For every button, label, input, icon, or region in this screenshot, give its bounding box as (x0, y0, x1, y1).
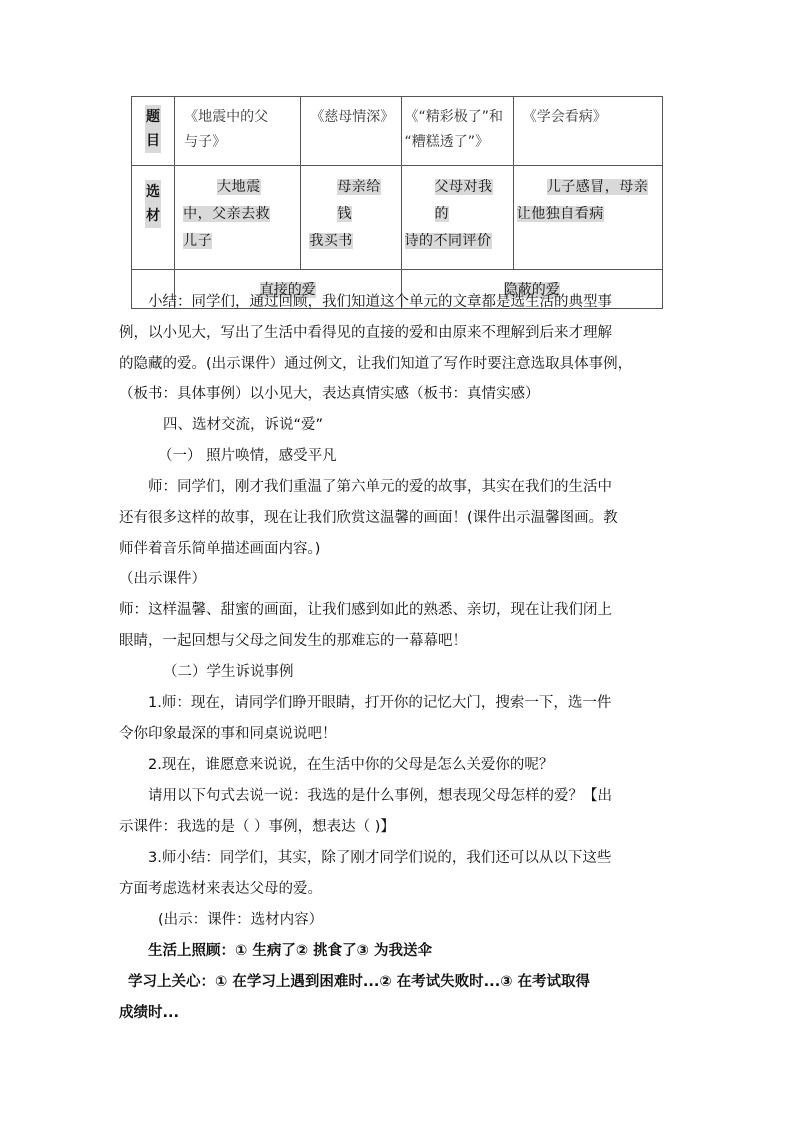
material-cell-4 (513, 166, 662, 270)
paragraph-line: 师伴着音乐简单描述画面内容。) (119, 541, 321, 557)
direct-love-label: 直接的爱 (259, 282, 316, 298)
material-line: 儿子 (183, 233, 213, 249)
material-cell-1 (175, 166, 301, 270)
title-header-cell (132, 97, 175, 166)
paragraph-line: 师：这样温馨、甜蜜的画面，让我们感到如此的熟悉、亲切，现在让我们闭上 (119, 602, 612, 618)
material-header-char-1: 选 (145, 180, 161, 204)
subsection-heading-2: （二）学生诉说事例 (163, 664, 294, 680)
paragraph-line: 师：同学们，刚才我们重温了第六单元的爱的故事，其实在我们的生活中 (148, 479, 612, 495)
subsection-heading-1: （一） 照片唤情，感受平凡 (158, 448, 337, 464)
title-cell-3 (401, 97, 513, 166)
paragraph-line: 还有很多这样的故事，现在让我们欣赏这温馨的画面！(课件出示温馨图画。教 (119, 510, 618, 526)
material-line: 我买书 (309, 233, 353, 249)
paragraph-line: 眼睛，一起回想与父母之间发生的那难忘的一幕幕吧！ (119, 633, 467, 649)
summary-line-1: 小结：同学们，通过回顾，我们知道这个单元的文章都是选生活的典型事 (148, 294, 612, 310)
material-header-char-2: 材 (145, 204, 161, 228)
title-line: 《“精彩极了”和 (404, 109, 504, 125)
title-cell-1 (175, 97, 301, 166)
material-cell-2 (301, 166, 401, 270)
summary-line-3: 的隐藏的爱。(出示课件）通过例文，让我们知道了写作时要注意选取具体事例， (119, 356, 633, 372)
paragraph-line: 请用以下句式去说一说：我选的是什么事例，想表现父母怎样的爱？【出 (148, 788, 612, 804)
material-line: 让他独自看病 (516, 206, 604, 222)
summary-line-4: （板书：具体事例）以小见大，表达真情实感（板书：真情实感） (119, 386, 540, 402)
paragraph-line: 1.师：现在，请同学们睁开眼睛，打开你的记忆大门，搜索一下，选一件 (148, 695, 612, 711)
bold-line-life-care: 生活上照顾：① 生病了② 挑食了③ 为我送伞 (148, 943, 432, 959)
title-cell-4 (513, 97, 662, 166)
lesson-table (131, 96, 663, 309)
material-line: 父母对我的 (434, 179, 493, 222)
material-header-cell (132, 166, 175, 270)
paragraph-line: （出示课件） (119, 571, 206, 587)
paragraph-line: 2.现在，谁愿意来说说，在生活中你的父母是怎么关爱你的呢？ (148, 757, 554, 773)
bold-line-study-care: 学习上关心：① 在学习上遇到困难时...② 在考试失败时...③ 在考试取得 (128, 974, 591, 990)
section-heading-4: 四、选材交流，诉说“爱” (163, 417, 324, 433)
title-line: “糟糕透了”》 (404, 134, 490, 150)
material-line: 大地震 (217, 179, 261, 195)
material-line: 诗的不同评价 (404, 233, 492, 249)
paragraph-line: 示课件：我选的是（ ）事例，想表达（ )】 (119, 819, 395, 835)
material-line: 中，父亲去救 (183, 206, 271, 222)
title-line: 《慈母情深》 (310, 109, 395, 125)
material-line: 母亲给钱 (337, 179, 381, 222)
material-cell-3 (401, 166, 513, 270)
summary-line-2: 例，以小见大，写出了生活中看得见的直接的爱和由原来不理解到后来才理解 (119, 325, 612, 341)
material-line: 儿子感冒，母亲 (546, 179, 649, 195)
title-line: 《地震中的父 (184, 109, 269, 125)
paragraph-line: 令你印象最深的事和同桌说说吧！ (119, 726, 337, 742)
paragraph-line: 方面考虑选材来表达父母的爱。 (119, 881, 322, 897)
title-line: 与子》 (184, 134, 227, 150)
title-line: 《学会看病》 (522, 109, 607, 125)
paragraph-line: 3.师小结：同学们，其实，除了刚才同学们说的，我们还可以从以下这些 (148, 850, 612, 866)
bold-line-continued: 成绩时... (119, 1005, 180, 1021)
hidden-love-label: 隐蔽的爱 (503, 282, 560, 298)
title-cell-2 (301, 97, 401, 166)
paragraph-line: (出示：课件：选材内容） (158, 912, 324, 928)
title-header-char-1: 题 (145, 105, 161, 129)
title-header-char-2: 目 (145, 129, 161, 153)
